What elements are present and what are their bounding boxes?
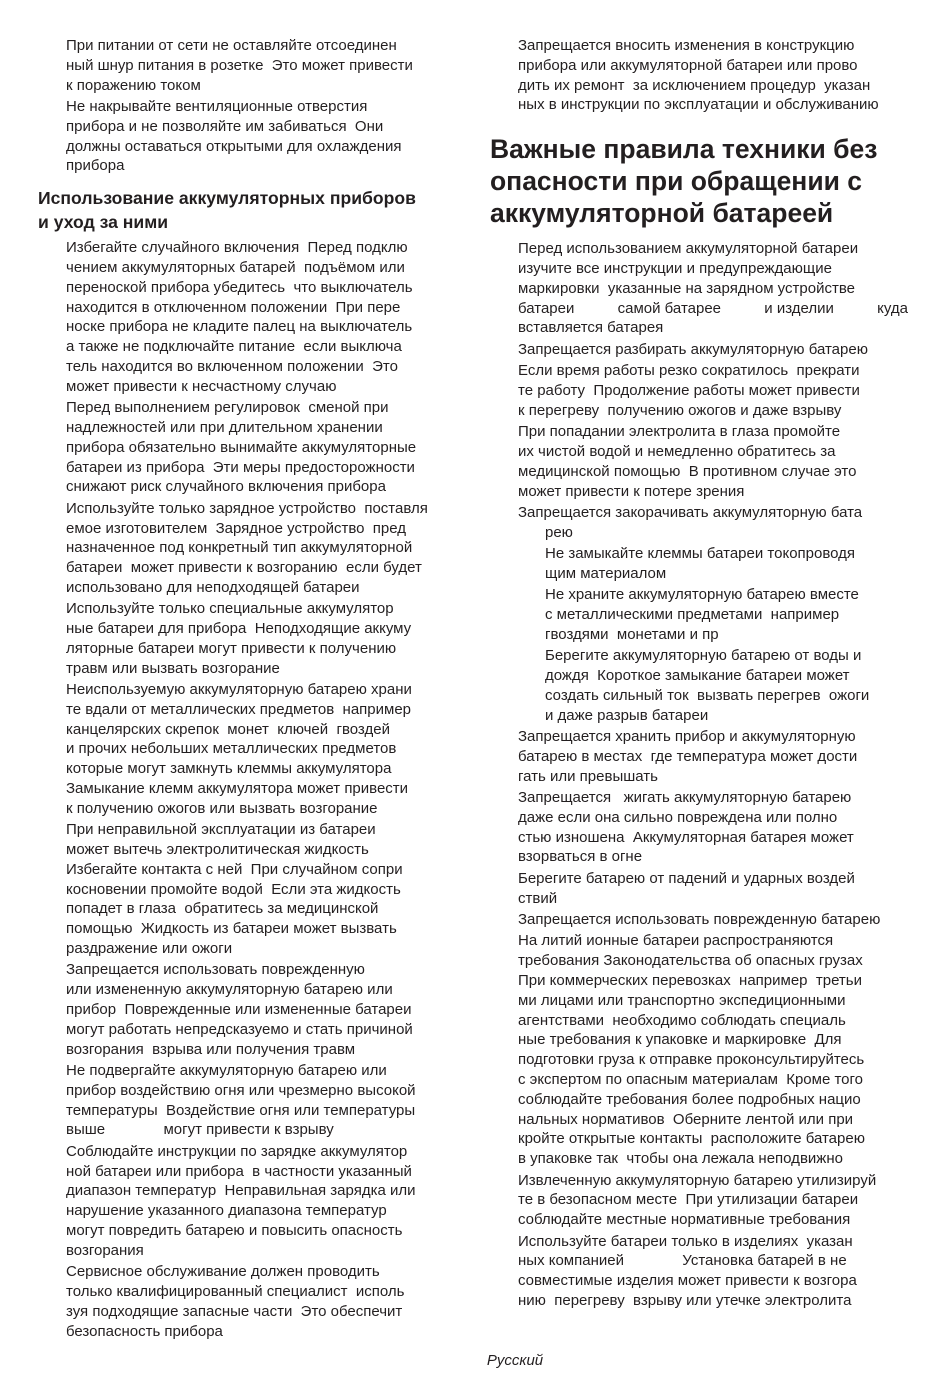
text-line: батареи из прибора Эти меры предосторожности: [66, 458, 415, 476]
text-line: попадет в глаза обратитесь за медицинской: [66, 900, 379, 918]
text-line: Неиспользуемую аккумуляторную батарею храни: [66, 681, 412, 699]
text-line: могут повредить батарею и повысить опасность: [66, 1221, 403, 1239]
text-line: нальных нормативов Оберните лентой или при: [518, 1110, 854, 1128]
text-line: ляторные батареи могут привести к получению: [66, 639, 397, 657]
text-line: Замыкание клемм аккумулятора может привести: [66, 780, 409, 798]
text-line: с экспертом по опасным материалам Кроме того: [518, 1070, 863, 1088]
list-item: [490, 36, 916, 115]
text-line: При питании от сети не оставляйте отсоединен: [66, 37, 397, 54]
text-line: батарею в местах где температура может дости: [518, 747, 858, 765]
text-line: прибора и не позволяйте им забиваться Они: [66, 117, 384, 135]
text-line: к перегреву получению ожогов и даже взрыву: [518, 401, 842, 419]
text-line: аккумуляторной батареей: [490, 198, 834, 229]
sub-list-item: [490, 544, 916, 584]
text-line: могут работать непредсказуемо и стать причиной: [66, 1020, 413, 1038]
word: и изделии: [764, 299, 834, 317]
text-line: переноской прибора убедитесь что выключатель: [66, 278, 413, 296]
text-line: соблюдайте местные нормативные требования: [518, 1211, 851, 1229]
text-line: маркировки указанные на зарядном устройстве: [518, 279, 855, 297]
text-line: Запрещается использовать поврежденную батарею: [518, 911, 881, 929]
text-line: вставляется батарея: [518, 319, 664, 337]
text-line: гать или превышать: [518, 767, 658, 785]
text-line: раздражение или ожоги: [66, 940, 233, 958]
text-line: Не храните аккумуляторную батарею вместе: [545, 586, 859, 604]
list-item: [490, 1171, 916, 1230]
text-line: к поражению током: [66, 76, 201, 94]
heading-text: [490, 133, 916, 229]
list-item: [490, 910, 916, 930]
text-line: в упаковке так чтобы она лежала неподвижно: [518, 1150, 843, 1168]
list-item: [38, 1142, 466, 1261]
sub-list-item: [490, 646, 916, 725]
text-line: медицинской помощью В противном случае это: [518, 462, 857, 480]
text-line: дить их ремонт за исключением процедур указан: [518, 76, 871, 94]
text-line: ные батареи для прибора Неподходящие аккуму: [66, 620, 412, 638]
text-line: к получению ожогов или вызвать возгорание: [66, 799, 378, 817]
list-item: [38, 36, 466, 95]
text-line: безопасность прибора: [66, 1322, 223, 1340]
list-item: [38, 1061, 466, 1140]
text-line: Не замыкайте клеммы батареи токопроводя: [545, 545, 856, 563]
text-line: а также не подключайте питание если выключа: [66, 338, 402, 356]
text-line: возгорания взрыва или получения травм: [66, 1040, 356, 1058]
text-line: и прочих небольших металлических предметов: [66, 740, 397, 758]
text-line: требования Законодательства об опасных грузах: [518, 952, 863, 970]
right-safety-items: [490, 239, 916, 1311]
list-item: [490, 727, 916, 786]
text-line: которые могут замкнуть клеммы аккумулятора: [66, 760, 392, 778]
text-line: Используйте только специальные аккумулятор: [66, 600, 394, 618]
right-column: [490, 36, 916, 1312]
list-item: [38, 820, 466, 959]
text-line: Запрещается жигать аккумуляторную батарею: [518, 789, 852, 807]
text-line: При неправильной эксплуатации из батареи: [66, 821, 376, 839]
list-item: [38, 960, 466, 1059]
text-line: ный шнур питания в розетке Это может привести: [66, 56, 413, 74]
text-line: опасности при обращении с: [490, 166, 862, 197]
footer-language-label: Русский: [486, 1352, 544, 1369]
list-item: [490, 422, 916, 501]
text-line: находится в отключенном положении При пере: [66, 298, 401, 316]
list-item: [490, 503, 916, 543]
sub-list-item: [490, 585, 916, 644]
text-line: кройте открытые контакты расположите батарею: [518, 1130, 865, 1148]
text-line: ные требования к упаковке и маркировке Для: [518, 1031, 842, 1049]
text-line: Если время работы резко сократилось прекрати: [518, 362, 860, 380]
text-line: Сервисное обслуживание должен проводить: [66, 1263, 380, 1281]
text-line: тель находится во включенном положении Это: [66, 357, 398, 375]
left-safety-items: [38, 238, 466, 1341]
text-line: использовано для неподходящей батареи: [66, 578, 360, 596]
list-item: [490, 1232, 916, 1311]
text-line: те вдали от металлических предметов например: [66, 700, 412, 718]
text-line: температуры Воздействие огня или температуры: [66, 1101, 416, 1119]
text-line: и уход за ними: [38, 212, 169, 233]
text-line: изучите все инструкции и предупреждающие: [518, 259, 832, 277]
text-line: Перед использованием аккумуляторной батареи: [518, 240, 859, 258]
text-line: Запрещается хранить прибор и аккумуляторную: [518, 728, 856, 746]
list-item: [38, 499, 466, 598]
text-line: Запрещается использовать поврежденную: [66, 961, 365, 979]
right-intro-item: [490, 36, 916, 115]
list-item: [490, 931, 916, 1169]
text-line: Соблюдайте инструкции по зарядке аккумулятор: [66, 1142, 408, 1160]
text-line: их чистой водой и немедленно обратитесь за: [518, 442, 836, 460]
left-intro-items: [38, 36, 466, 176]
text-line: чением аккумуляторных батарей подъёмом или: [66, 258, 405, 276]
text-line: дождя Короткое замыкание батареи может: [545, 667, 850, 685]
text-line: может привести к потере зрения: [518, 482, 745, 500]
text-line: создать сильный ток вызвать перегрев ожоги: [545, 686, 870, 704]
list-item: [38, 599, 466, 678]
list-item: [38, 97, 466, 176]
text-line: Перед выполнением регулировок сменой при: [66, 399, 389, 417]
text-line: гвоздями монетами и пр: [545, 625, 719, 643]
text-line: только квалифицированный специалист исполь: [66, 1282, 405, 1300]
text-line: надлежностей или при длительном хранении: [66, 418, 383, 436]
list-item: [490, 788, 916, 867]
text-line: носке прибора не кладите палец на выключатель: [66, 318, 413, 336]
text-line: соблюдайте требования более подробных нацио: [518, 1090, 861, 1108]
text-line: Извлеченную аккумуляторную батарею утилизируй: [518, 1171, 877, 1189]
text-line: Запрещается разбирать аккумуляторную батарею: [518, 340, 868, 358]
text-line: прибора обязательно вынимайте аккумуляторные: [66, 438, 417, 456]
section-heading-battery-safety-rules: [490, 133, 916, 229]
text-line: При коммерческих перевозках например третьи: [518, 972, 862, 989]
text-line: те в безопасном месте При утилизации батареи: [518, 1191, 859, 1209]
text-line: канцелярских скрепок монет ключей гвоздей: [66, 720, 390, 738]
text-line: ми лицами или транспортно экспедиционными: [518, 991, 846, 1009]
text-line: Используйте батареи только в изделиях указан: [518, 1232, 853, 1250]
text-line: Не подвергайте аккумуляторную батарею или: [66, 1062, 387, 1079]
text-line-justified: [490, 299, 916, 319]
text-line: прибор Поврежденные или измененные батареи: [66, 1001, 412, 1019]
text-line: Использование аккумуляторных приборов: [38, 188, 416, 209]
text-line: прибора или аккумуляторной батареи или прово: [518, 56, 858, 74]
text-line: ной батареи или прибора в частности указанный: [66, 1162, 412, 1180]
text-line: Запрещается вносить изменения в конструкцию: [518, 37, 855, 54]
text-line: совместимые изделия может привести к возгора: [518, 1272, 857, 1290]
text-line: Не накрывайте вентиляционные отверстия: [66, 97, 368, 115]
text-line: возгорания: [66, 1241, 144, 1259]
text-line: с металлическими предметами например: [545, 606, 840, 624]
text-line: батареи может привести к возгоранию если будет: [66, 559, 422, 577]
text-line: нарушение указанного диапазона температур: [66, 1202, 387, 1220]
text-line: даже если она сильно повреждена или полно: [518, 808, 838, 826]
section-heading-battery-use: [38, 186, 466, 234]
word: батареи: [518, 299, 575, 317]
text-line: прибор воздействию огня или чрезмерно высокой: [66, 1081, 416, 1099]
left-column: [38, 36, 466, 1343]
text-line: снижают риск случайного включения прибора: [66, 478, 386, 496]
text-line: назначенное под конкретный тип аккумуляторной: [66, 539, 413, 557]
text-line: ных компанией Установка батарей в не: [518, 1252, 847, 1270]
text-line: На литий ионные батареи распространяются: [518, 932, 834, 950]
text-line: подготовки груза к отправке проконсультируйтесь: [518, 1051, 865, 1069]
list-item: [490, 239, 916, 338]
text-line: должны оставаться открытыми для охлаждения: [66, 137, 402, 155]
text-line: прибора: [66, 157, 125, 175]
text-line: может привести к несчастному случаю: [66, 377, 337, 395]
text-line: может вытечь электролитическая жидкость: [66, 841, 369, 859]
text-line: ных в инструкции по эксплуатации и обслуживанию: [518, 96, 879, 114]
list-item: [38, 398, 466, 497]
text-line: При попадании электролита в глаза промойте: [518, 423, 841, 441]
text-line: стью изношена Аккумуляторная батарея может: [518, 828, 854, 846]
list-item: [490, 340, 916, 360]
text-line: нию перегреву взрыву или утечке электролита: [518, 1291, 852, 1309]
text-line: агентствами необходимо соблюдать специаль: [518, 1011, 846, 1029]
word: самой батарее: [617, 299, 722, 317]
list-item: [38, 680, 466, 819]
text-line: Важные правила техники без: [490, 134, 878, 165]
text-line: выше могут привести к взрыву: [66, 1121, 334, 1139]
heading-text: [38, 186, 466, 234]
text-line: диапазон температур Неправильная зарядка или: [66, 1182, 416, 1200]
text-line: или измененную аккумуляторную батарею или: [66, 981, 393, 999]
list-item: [38, 238, 466, 396]
text-line: емое изготовителем Зарядное устройство пред: [66, 519, 407, 537]
text-line: зуя подходящие запасные части Это обеспечит: [66, 1302, 403, 1320]
text-line: взорваться в огне: [518, 848, 643, 866]
text-line: Избегайте контакта с ней При случайном сопри: [66, 860, 403, 878]
text-line: Используйте только зарядное устройство поставля: [66, 499, 428, 517]
text-line: ствий: [518, 889, 558, 907]
text-line: Берегите аккумуляторную батарею от воды и: [545, 647, 862, 665]
text-line: рею: [545, 523, 573, 541]
list-item: [490, 869, 916, 909]
text-line: те работу Продолжение работы может привести: [518, 381, 860, 399]
text-line: и даже разрыв батареи: [545, 706, 709, 724]
text-line: травм или вызвать возгорание: [66, 659, 280, 677]
list-item: [490, 361, 916, 420]
text-line: Берегите батарею от падений и ударных воздей: [518, 869, 855, 887]
text-line: Запрещается закорачивать аккумуляторную бата: [518, 503, 863, 521]
word: куда: [877, 299, 908, 317]
list-item: [38, 1262, 466, 1341]
text-line: Избегайте случайного включения Перед подклю: [66, 239, 408, 257]
text-line: помощью Жидкость из батареи может вызвать: [66, 920, 397, 938]
text-line: щим материалом: [545, 564, 667, 582]
text-line: косновении промойте водой Если эта жидкость: [66, 880, 401, 898]
